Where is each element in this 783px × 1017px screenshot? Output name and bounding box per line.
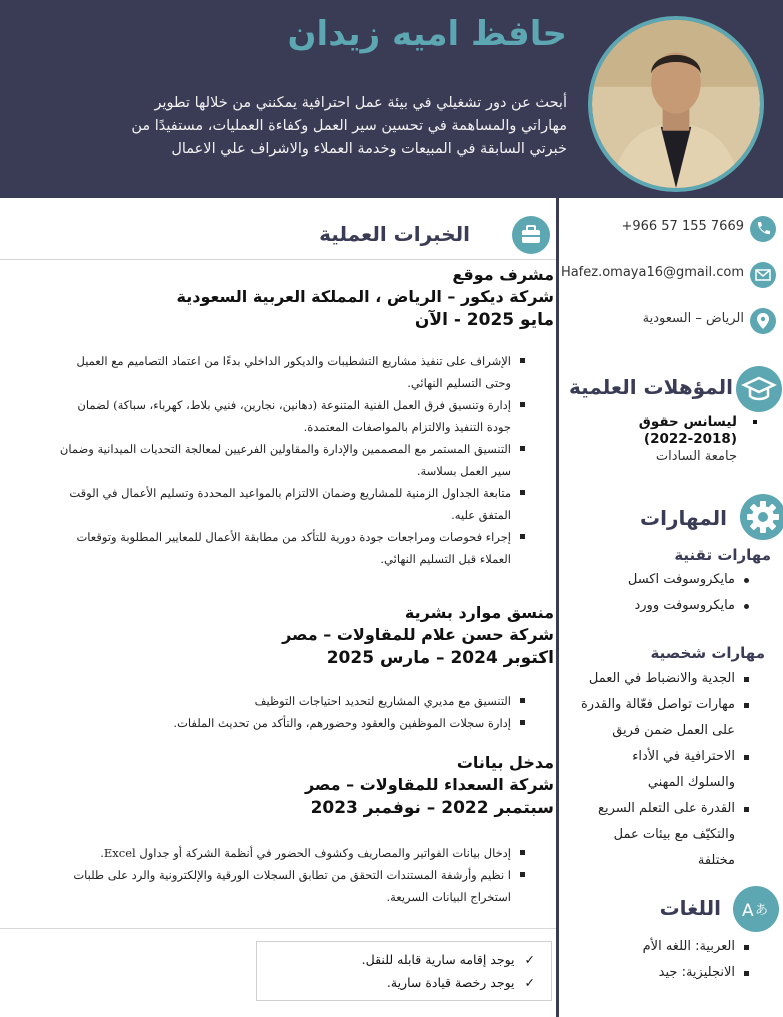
list-item: إدارة وتنسيق فرق العمل الفنية المتنوعة (دهانين، نجارين، فنيي بلاط، كهرباء، سباكة) لضمان جودة التنفيذ والالتزام بالمواصفات المعتمدة. bbox=[7, 394, 527, 438]
phone-text: +966 57 155 7669 bbox=[621, 219, 744, 234]
profile-photo bbox=[588, 16, 764, 192]
technical-skills-title: مهارات تقنية bbox=[674, 546, 771, 564]
svg-text:あ: あ bbox=[755, 903, 769, 918]
briefcase-icon bbox=[512, 216, 550, 254]
contact-location bbox=[562, 306, 780, 336]
personal-skills-title: مهارات شخصية bbox=[650, 644, 765, 662]
header-banner bbox=[0, 0, 783, 198]
location-text: الرياض – السعودية bbox=[642, 311, 744, 326]
list-item: إدخال بيانات الفواتير والمصاريف وكشوف الحضور في أنظمة الشركة أو جداول Excel. bbox=[7, 842, 527, 864]
list-item: الإشراف على تنفيذ مشاريع التشطيبات والديكور الداخلي بدءًا من اعتماد التصاميم مع العميل وحتى التسليم النهائي. bbox=[7, 350, 527, 394]
list-item: التنسيق مع مديري المشاريع لتحديد احتياجات التوظيف bbox=[7, 690, 527, 712]
list-item: إدارة سجلات الموظفين والعقود وحضورهم، والتأكد من تحديث الملفات. bbox=[7, 712, 527, 734]
job-title: منسق موارد بشرية bbox=[404, 603, 554, 622]
job-date: اكتوبر 2024 – مارس 2025 bbox=[326, 648, 554, 668]
list-item: مايكروسوفت وورد bbox=[553, 593, 753, 619]
contact-email bbox=[562, 260, 780, 290]
experience-title: الخبرات العملية bbox=[319, 222, 470, 246]
job-duties-list bbox=[7, 690, 527, 734]
job-entry bbox=[4, 264, 554, 332]
mail-icon bbox=[750, 262, 776, 288]
job-date: سبتمبر 2022 – نوفمبر 2023 bbox=[310, 798, 554, 818]
list-item: متابعة الجداول الزمنية للمشاريع وضمان الالتزام بالمواعيد المحددة وتسليم الأعمال في الوقت المتفق عليه. bbox=[7, 482, 527, 526]
phone-icon bbox=[750, 216, 776, 242]
languages-list bbox=[553, 934, 753, 986]
notes-box bbox=[256, 941, 552, 1001]
note-item: ✓يوجد إقامه سارية قابله للنقل. bbox=[257, 948, 535, 971]
checkmark-icon: ✓ bbox=[524, 975, 535, 990]
qualification-entry bbox=[583, 414, 743, 465]
university-name: جامعة السادات bbox=[655, 449, 737, 464]
list-item: الانجليزية: جيد bbox=[553, 960, 753, 986]
job-company: شركة السعداء للمقاولات – مصر bbox=[304, 775, 554, 794]
location-pin-icon bbox=[750, 308, 776, 334]
list-item: إجراء فحوصات ومراجعات جودة دورية للتأكد من مطابقة الأعمال للمعايير المطلوبة وتوقعات العملاء قبل التسليم النهائي. bbox=[7, 526, 527, 570]
job-title: مدخل بيانات bbox=[456, 753, 554, 772]
list-item: العربية: اللغه الأم bbox=[553, 934, 753, 960]
list-item: الاحترافية في الأداء والسلوك المهني bbox=[553, 744, 753, 796]
job-entry bbox=[4, 602, 554, 670]
contact-phone bbox=[562, 214, 780, 244]
person-name: حافظ اميه زيدان bbox=[287, 14, 567, 54]
skills-title: المهارات bbox=[640, 506, 727, 530]
section-separator bbox=[0, 928, 556, 929]
list-item: القدرة على التعلم السريع والتكيّف مع بيئات عمل مختلفة bbox=[553, 796, 753, 874]
job-company: شركة ديكور – الرياض ، المملكة العربية السعودية bbox=[176, 287, 554, 306]
degree-name: ليسانس حقوق bbox=[583, 414, 743, 431]
summary-line: أبحث عن دور تشغيلي في بيئة عمل احترافية يمكنني من خلالها تطوير bbox=[154, 95, 567, 111]
note-item: ✓يوجد رخصة قيادة سارية. bbox=[257, 971, 535, 994]
summary-line: مهاراتي والمساهمة في تحسين سير العمل وكفاءة العمليات، مستفيدًا من bbox=[131, 118, 567, 134]
job-company: شركة حسن علام للمقاولات – مصر bbox=[282, 625, 554, 644]
email-text: Hafez.omaya16@gmail.com bbox=[560, 265, 744, 280]
technical-skills-list bbox=[553, 567, 753, 619]
graduation-cap-icon bbox=[736, 366, 782, 412]
checkmark-icon: ✓ bbox=[524, 952, 535, 967]
list-item: مهارات تواصل فعّالة والقدرة على العمل ضمن فريق bbox=[553, 692, 753, 744]
list-item: الجدية والانضباط في العمل bbox=[553, 666, 753, 692]
summary-line: خبرتي السابقة في المبيعات وخدمة العملاء والاشراف علي الاعمال bbox=[171, 141, 567, 157]
degree-years: (2022-2018) bbox=[643, 431, 737, 447]
portrait-image bbox=[592, 20, 760, 188]
experience-header bbox=[0, 210, 556, 260]
qualifications-title: المؤهلات العلمية bbox=[569, 375, 733, 399]
svg-text:A: A bbox=[742, 901, 754, 921]
profile-summary bbox=[47, 92, 567, 161]
list-item: ا نظيم وأرشفة المستندات التحقق من تطابق السجلات الورقية والإلكترونية والرد على طلبات استخراج البيانات السريعة. bbox=[7, 864, 527, 908]
job-entry bbox=[4, 752, 554, 820]
list-item: مايكروسوفت اكسل bbox=[553, 567, 753, 593]
job-title: مشرف موقع bbox=[452, 265, 554, 284]
translate-icon bbox=[733, 886, 779, 932]
job-duties-list bbox=[7, 350, 527, 570]
job-duties-list bbox=[7, 842, 527, 908]
gear-icon bbox=[740, 494, 783, 540]
languages-title: اللغات bbox=[659, 896, 721, 920]
personal-skills-list bbox=[553, 666, 753, 874]
job-date: مايو 2025 - الآن bbox=[414, 310, 554, 330]
list-item: التنسيق المستمر مع المصممين والإدارة والمقاولين الفرعيين لمعالجة التحديات الميدانية وضمان سير العمل بسلاسة. bbox=[7, 438, 527, 482]
